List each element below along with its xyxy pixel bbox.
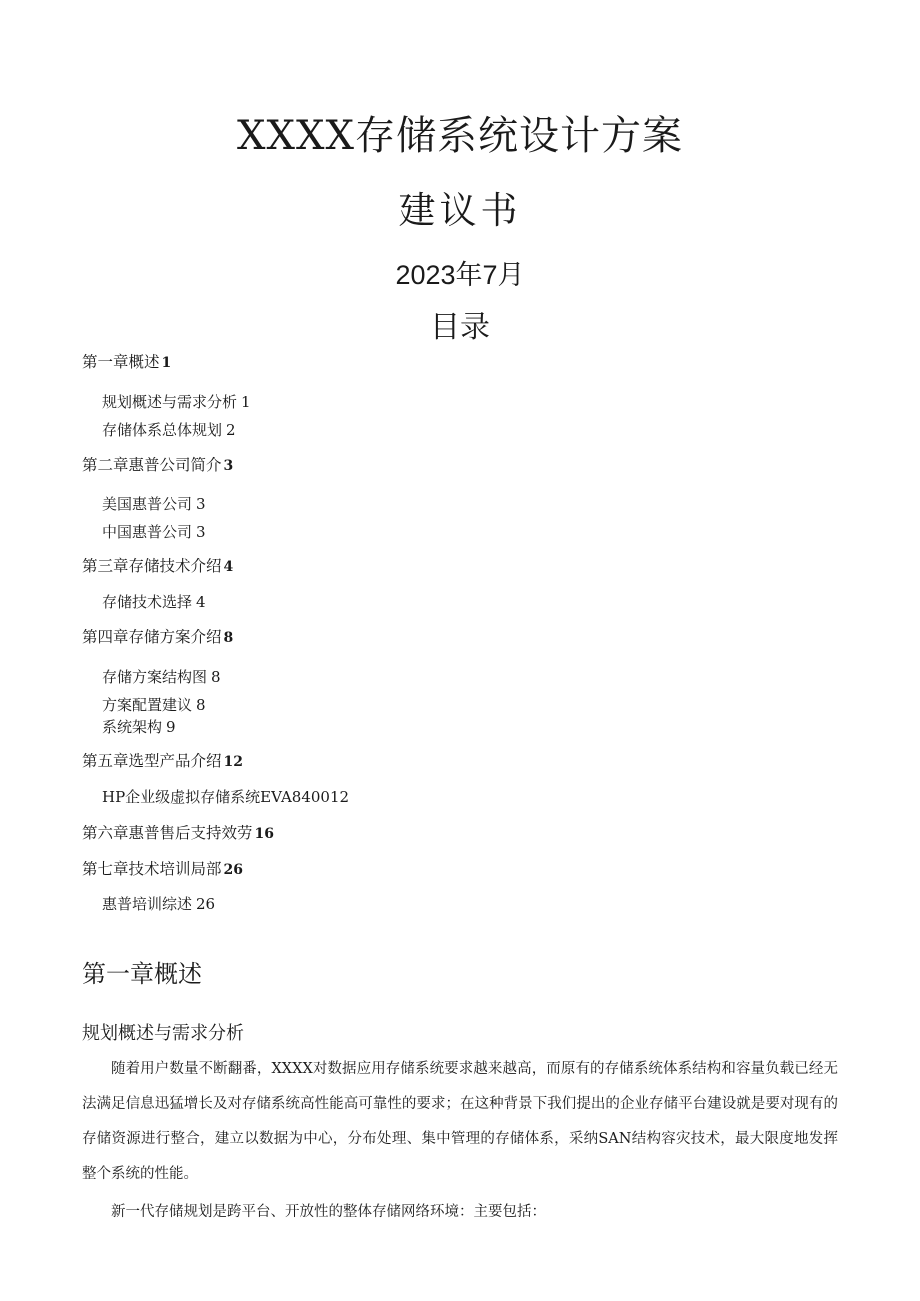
document-subtitle: 建议书: [398, 189, 522, 232]
toc-entry-page: 1: [161, 355, 172, 371]
toc-entry-label: 第二章惠普公司简介: [82, 456, 222, 474]
toc-entry-label: 存储方案结构图: [102, 668, 208, 686]
toc-entry-page: 3: [196, 495, 206, 513]
toc-entry-section-4-3[interactable]: [102, 716, 176, 737]
toc-entry-label: 方案配置建议: [102, 696, 193, 714]
toc-entry-page: 8: [223, 630, 234, 646]
toc-entry-chapter-2[interactable]: [82, 453, 233, 475]
toc-entry-page: 8: [196, 696, 206, 714]
toc-entry-page: 8: [211, 668, 221, 686]
toc-entry-page: 1: [241, 393, 251, 411]
toc-entry-section-7-1[interactable]: [102, 893, 215, 914]
toc-entry-label: 美国惠普公司: [102, 495, 193, 513]
toc-entry-section-4-2[interactable]: [102, 694, 206, 715]
toc-entry-page: 12: [223, 754, 243, 770]
toc-entry-section-2-1[interactable]: [102, 493, 206, 514]
toc-entry-page: 3: [223, 458, 234, 474]
toc-entry-label: 第六章惠普售后支持效劳: [82, 824, 253, 842]
toc-entry-chapter-1[interactable]: [82, 350, 171, 372]
toc-entry-label: 第五章选型产品介绍: [82, 752, 222, 770]
toc-entry-chapter-3[interactable]: [82, 554, 233, 576]
toc-entry-page: 12: [329, 788, 350, 806]
toc-entry-section-1-1[interactable]: [102, 391, 251, 412]
toc-entry-page: 26: [223, 862, 243, 878]
toc-entry-label: 第七章技术培训局部: [82, 860, 222, 878]
toc-entry-label: HP企业级虚拟存储系统EVA8400: [102, 788, 330, 806]
toc-entry-page: 26: [196, 895, 216, 913]
toc-entry-chapter-7[interactable]: [82, 857, 243, 879]
toc-entry-page: 3: [196, 523, 206, 541]
toc-entry-label: 存储技术选择: [102, 593, 193, 611]
toc-entry-label: 惠普培训综述: [102, 895, 193, 913]
document-date: 2023年7月: [395, 260, 525, 290]
chapter-heading: 第一章概述: [82, 960, 202, 988]
document-title: XXXX存储系统设计方案: [237, 113, 683, 159]
toc-entry-section-5-1[interactable]: [102, 786, 349, 807]
toc-entry-label: 第四章存储方案介绍: [82, 628, 222, 646]
toc-entry-chapter-6[interactable]: [82, 821, 274, 843]
body-paragraph: 新一代存储规划是跨平台、开放性的整体存储网络环境：主要包括：: [111, 1204, 546, 1220]
toc-entry-label: 系统架构: [102, 718, 163, 736]
toc-entry-label: 存储体系总体规划: [102, 421, 223, 439]
toc-entry-page: 4: [223, 559, 234, 575]
toc-entry-page: 2: [226, 421, 236, 439]
toc-entry-label: 第一章概述: [82, 353, 160, 371]
toc-entry-page: 4: [196, 593, 206, 611]
toc-entry-section-4-1[interactable]: [102, 666, 221, 687]
toc-entry-page: 16: [254, 826, 274, 842]
toc-entry-section-2-2[interactable]: [102, 521, 206, 542]
toc-entry-label: 第三章存储技术介绍: [82, 557, 222, 575]
toc-entry-label: 中国惠普公司: [102, 523, 193, 541]
section-heading: 规划概述与需求分析: [82, 1023, 244, 1044]
body-paragraph: 随着用户数量不断翻番，XXXX对数据应用存储系统要求越来越高，而原有的存储系统体系结构和容量负载已经无法满足信息迅猛增长及对存储系统高性能高可靠性的要求；在这种背景下我们提出的企业存储平台建设就是要对现有的存储资源进行整合，建立以数据为中心，分布处理、集中管理的存储体系，采纳SAN结构容灾技术，最大限度地发挥整个系统的性能。: [82, 1061, 838, 1182]
toc-entry-page: 9: [166, 718, 176, 736]
toc-entry-section-3-1[interactable]: [102, 591, 206, 612]
toc-entry-label: 规划概述与需求分析: [102, 393, 238, 411]
toc-entry-chapter-4[interactable]: [82, 625, 233, 647]
toc-entry-chapter-5[interactable]: [82, 749, 243, 771]
toc-heading: 目录: [430, 310, 490, 345]
toc-entry-section-1-2[interactable]: [102, 419, 236, 440]
